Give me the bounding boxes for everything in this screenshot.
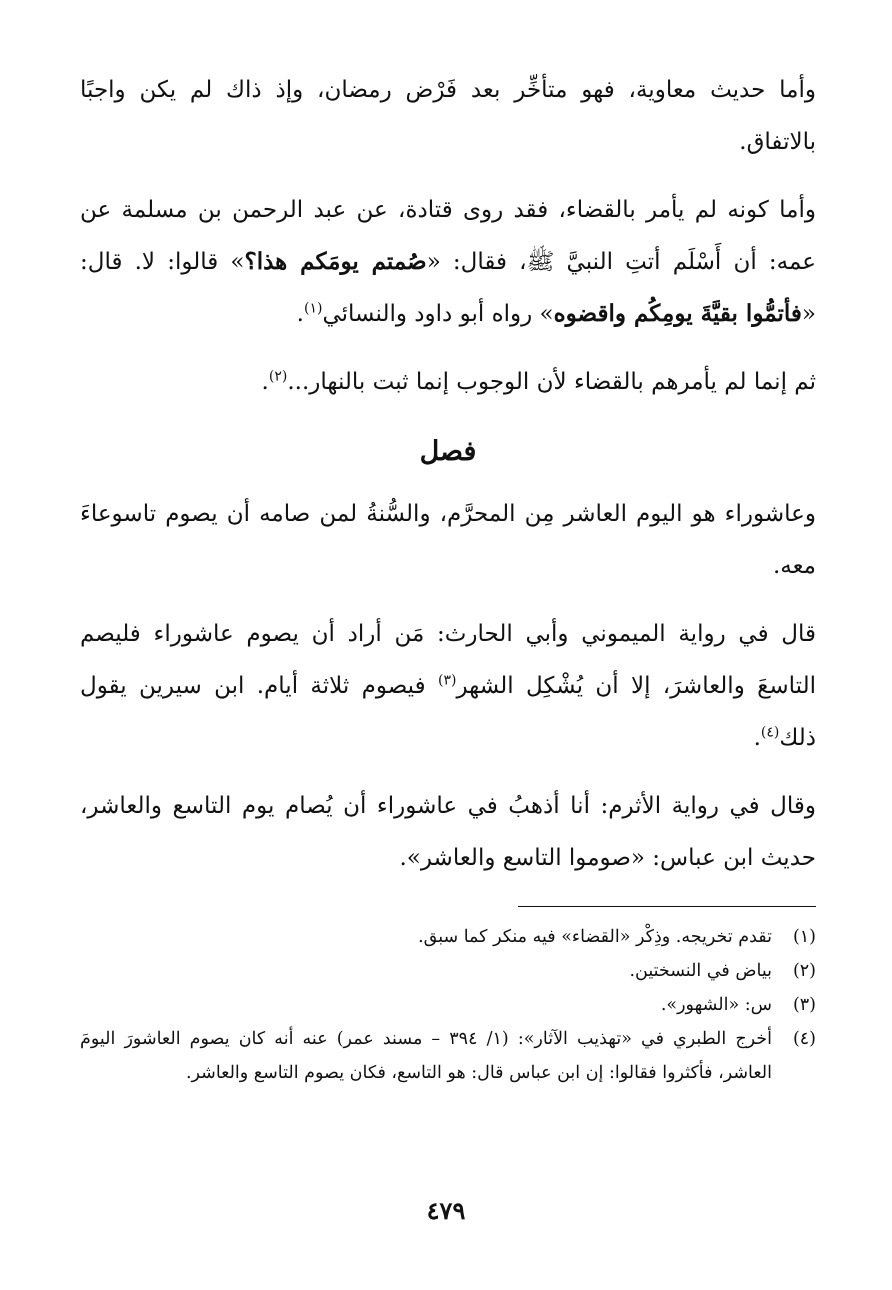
hadith-quote-2: فأتمُّوا بقيَّةَ يومِكُم واقضوه <box>553 300 802 327</box>
footnote-ref-1[interactable]: (١) <box>303 300 323 317</box>
paragraph-4: وعاشوراء هو اليوم العاشر مِن المحرَّم، والسُّنةُ لمن صامه أن يصوم تاسوعاءَ معه. <box>80 501 816 579</box>
paragraph-1: وأما حديث معاوية، فهو متأخِّر بعد فَرْض رمضان، وإذ ذاك لم يكن واجبًا بالاتفاق. <box>80 77 816 155</box>
footnote-text: بياض في النسختين. <box>629 961 772 981</box>
paragraph-2-text-a: وأما كونه لم يأمر بالقضاء، فقد روى قتادة، عن عبد الرحمن بن مسلمة عن عمه: أن أَسْلَم أتتِ النبيَّ ﷺ، فقال: « <box>80 197 816 275</box>
paragraph-3-end: . <box>261 369 269 395</box>
page-number: ٤٧٩ <box>426 1196 466 1225</box>
footnote-number: (٤) <box>792 1029 816 1049</box>
paragraph-2 <box>80 184 816 340</box>
footnote-ref-4[interactable]: (٤) <box>760 724 780 741</box>
paragraph-5-text-b: فيصوم ثلاثة أيام. ابن سيرين يقول ذلك <box>80 673 816 751</box>
paragraph-5-end: . <box>753 725 761 751</box>
paragraph-3 <box>80 356 816 408</box>
footnote-number: (٢) <box>792 961 816 981</box>
paragraph-3-text: ثم إنما لم يأمرهم بالقضاء لأن الوجوب إنما ثبت بالنهار... <box>287 369 816 395</box>
footnotes <box>80 920 816 1090</box>
footnote-divider <box>518 906 816 907</box>
footnote-item <box>80 920 816 954</box>
footnote-number: (٣) <box>792 995 816 1015</box>
paragraph-2-text-b: » قالوا: لا. قال: « <box>80 249 816 327</box>
footnote-text: أخرج الطبري في «تهذيب الآثار»: (١/ ٣٩٤ – مسند عمر) عنه أنه كان يصوم العاشورَ اليومَ العاشر، فأكثروا فقالوا: إن ابن عباس قال: هو التاسع، فكان يصوم التاسع والعاشر. <box>80 1029 772 1083</box>
paragraph-2-end: . <box>296 301 304 327</box>
footnote-text: تقدم تخريجه. وذِكْر «القضاء» فيه منكر كما سبق. <box>418 927 772 947</box>
footnote-item <box>80 1022 816 1090</box>
section-heading: فصل <box>419 436 477 467</box>
footnote-number: (١) <box>792 927 816 947</box>
footnote-ref-3[interactable]: (٣) <box>437 672 457 689</box>
paragraph-6: وقال في رواية الأثرم: أنا أذهبُ في عاشوراء أن يُصام يوم التاسع والعاشر، حديث ابن عباس: «صوموا التاسع والعاشر». <box>80 793 816 871</box>
paragraph-5 <box>80 608 816 764</box>
paragraph-2-text-c: » رواه أبو داود والنسائي <box>322 301 554 327</box>
hadith-quote-1: صُمتم يومَكم هذا؟ <box>244 248 427 275</box>
footnote-text: س: «الشهور». <box>660 995 772 1015</box>
footnote-item <box>80 954 816 988</box>
footnote-ref-2[interactable]: (٢) <box>268 368 288 385</box>
paragraph-5-text-a: قال في رواية الميموني وأبي الحارث: مَن أراد أن يصوم عاشوراء فليصم التاسعَ والعاشرَ، إلا أن يُشْكِل الشهر <box>80 621 816 699</box>
footnote-item <box>80 988 816 1022</box>
